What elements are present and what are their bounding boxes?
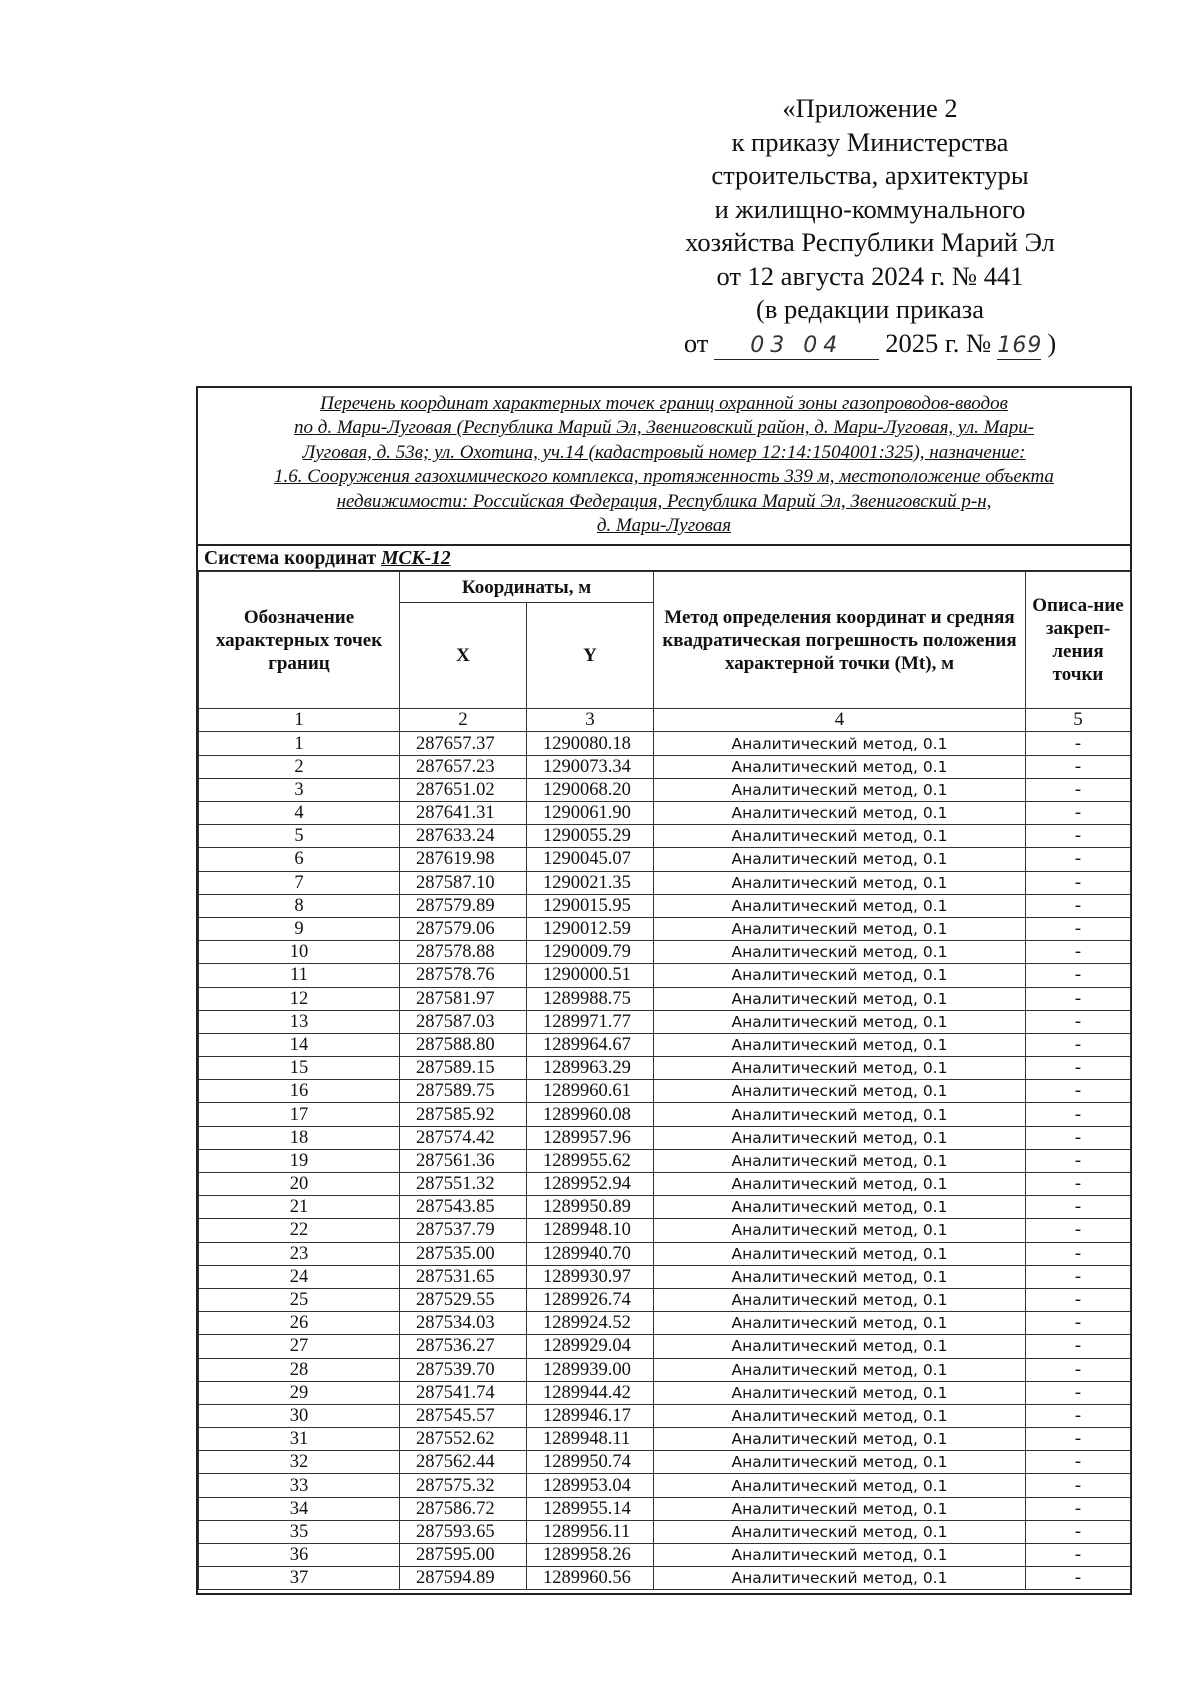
point-number-cell: 21	[199, 1196, 400, 1219]
y-coordinate-cell: 1290015.95	[527, 894, 654, 917]
appendix-line: (в редакции приказа	[756, 294, 984, 324]
point-number-cell: 2	[199, 755, 400, 778]
method-cell: Аналитический метод, 0.1	[654, 1474, 1026, 1497]
table-row	[199, 1126, 1131, 1149]
point-number-cell: 8	[199, 894, 400, 917]
x-coordinate-cell: 287589.15	[400, 1057, 527, 1080]
x-coordinate-cell: 287562.44	[400, 1451, 527, 1474]
point-number-cell: 20	[199, 1173, 400, 1196]
x-coordinate-cell: 287537.79	[400, 1219, 527, 1242]
description-cell: -	[1026, 1196, 1131, 1219]
point-number-cell: 32	[199, 1451, 400, 1474]
point-number-cell: 23	[199, 1242, 400, 1265]
description-cell: -	[1026, 755, 1131, 778]
point-number-cell: 1	[199, 732, 400, 755]
table-title-line: Луговая, д. 53в; ул. Охотина, уч.14 (кадастровый номер 12:14:1504001:325), назначение:	[302, 441, 1026, 463]
point-number-cell: 30	[199, 1404, 400, 1427]
method-cell: Аналитический метод, 0.1	[654, 1080, 1026, 1103]
method-cell: Аналитический метод, 0.1	[654, 1010, 1026, 1033]
description-cell: -	[1026, 964, 1131, 987]
table-row	[199, 732, 1131, 755]
table-row	[199, 1567, 1131, 1590]
description-cell: -	[1026, 1474, 1131, 1497]
method-cell: Аналитический метод, 0.1	[654, 1288, 1026, 1311]
table-row	[199, 941, 1131, 964]
table-row	[199, 1544, 1131, 1567]
point-number-cell: 27	[199, 1335, 400, 1358]
description-cell: -	[1026, 987, 1131, 1010]
table-row	[199, 1404, 1131, 1427]
method-cell: Аналитический метод, 0.1	[654, 1544, 1026, 1567]
description-cell: -	[1026, 1010, 1131, 1033]
point-number-cell: 22	[199, 1219, 400, 1242]
x-coordinate-cell: 287586.72	[400, 1497, 527, 1520]
x-coordinate-cell: 287529.55	[400, 1288, 527, 1311]
point-number-cell: 31	[199, 1428, 400, 1451]
table-row	[199, 825, 1131, 848]
point-number-cell: 3	[199, 778, 400, 801]
x-coordinate-cell: 287641.31	[400, 802, 527, 825]
method-cell: Аналитический метод, 0.1	[654, 848, 1026, 871]
x-coordinate-cell: 287561.36	[400, 1149, 527, 1172]
y-coordinate-cell: 1290012.59	[527, 917, 654, 940]
y-coordinate-cell: 1289939.00	[527, 1358, 654, 1381]
y-coordinate-cell: 1289964.67	[527, 1033, 654, 1056]
appendix-line: и жилищно-коммунального	[714, 193, 1026, 224]
y-coordinate-cell: 1289971.77	[527, 1010, 654, 1033]
description-cell: -	[1026, 1219, 1131, 1242]
description-cell: -	[1026, 917, 1131, 940]
point-number-cell: 26	[199, 1312, 400, 1335]
edition-line	[640, 327, 1100, 361]
coordinate-system-value: МСК-12	[381, 548, 451, 570]
method-cell: Аналитический метод, 0.1	[654, 1404, 1026, 1427]
x-coordinate-cell: 287578.76	[400, 964, 527, 987]
column-number-row	[199, 709, 1131, 732]
y-coordinate-cell: 1289956.11	[527, 1520, 654, 1543]
method-cell: Аналитический метод, 0.1	[654, 941, 1026, 964]
edition-prefix: от	[683, 327, 709, 358]
point-number-cell: 11	[199, 964, 400, 987]
table-row	[199, 1520, 1131, 1543]
table-row	[199, 1428, 1131, 1451]
table-row	[199, 1335, 1131, 1358]
description-cell: -	[1026, 1057, 1131, 1080]
table-row	[199, 1497, 1131, 1520]
method-cell: Аналитический метод, 0.1	[654, 1335, 1026, 1358]
table-title-line: 1.6. Сооружения газохимического комплекса, протяженность 339 м, местоположение объекта	[274, 466, 1054, 488]
table-row	[199, 1196, 1131, 1219]
description-cell: -	[1026, 1103, 1131, 1126]
description-cell: -	[1026, 1080, 1131, 1103]
description-cell: -	[1026, 1544, 1131, 1567]
point-number-cell: 33	[199, 1474, 400, 1497]
table-row	[199, 1242, 1131, 1265]
x-coordinate-cell: 287595.00	[400, 1544, 527, 1567]
point-number-cell: 10	[199, 941, 400, 964]
description-cell: -	[1026, 1265, 1131, 1288]
method-cell: Аналитический метод, 0.1	[654, 825, 1026, 848]
y-coordinate-cell: 1289944.42	[527, 1381, 654, 1404]
y-coordinate-cell: 1289960.56	[527, 1567, 654, 1590]
x-coordinate-cell: 287651.02	[400, 778, 527, 801]
y-coordinate-cell: 1289929.04	[527, 1335, 654, 1358]
point-number-cell: 29	[199, 1381, 400, 1404]
point-number-cell: 7	[199, 871, 400, 894]
table-row	[199, 1010, 1131, 1033]
coordinates-table	[198, 571, 1131, 1590]
method-cell: Аналитический метод, 0.1	[654, 732, 1026, 755]
method-cell: Аналитический метод, 0.1	[654, 1312, 1026, 1335]
y-coordinate-cell: 1289957.96	[527, 1126, 654, 1149]
x-coordinate-cell: 287552.62	[400, 1428, 527, 1451]
description-cell: -	[1026, 941, 1131, 964]
table-row	[199, 1219, 1131, 1242]
point-number-cell: 24	[199, 1265, 400, 1288]
table-title	[198, 388, 1130, 546]
description-cell: -	[1026, 1381, 1131, 1404]
table-row	[199, 1474, 1131, 1497]
point-number-cell: 37	[199, 1567, 400, 1590]
method-cell: Аналитический метод, 0.1	[654, 1033, 1026, 1056]
y-coordinate-cell: 1289953.04	[527, 1474, 654, 1497]
appendix-line: хозяйства Республики Марий Эл	[685, 227, 1055, 257]
y-coordinate-cell: 1289948.11	[527, 1428, 654, 1451]
column-number: 5	[1026, 709, 1131, 732]
method-cell: Аналитический метод, 0.1	[654, 871, 1026, 894]
header-coords: Координаты, м	[400, 572, 654, 603]
table-row	[199, 1103, 1131, 1126]
description-cell: -	[1026, 1126, 1131, 1149]
method-cell: Аналитический метод, 0.1	[654, 987, 1026, 1010]
description-cell: -	[1026, 894, 1131, 917]
y-coordinate-cell: 1289950.74	[527, 1451, 654, 1474]
description-cell: -	[1026, 1404, 1131, 1427]
x-coordinate-cell: 287579.06	[400, 917, 527, 940]
method-cell: Аналитический метод, 0.1	[654, 1242, 1026, 1265]
point-number-cell: 35	[199, 1520, 400, 1543]
description-cell: -	[1026, 1288, 1131, 1311]
y-coordinate-cell: 1290045.07	[527, 848, 654, 871]
x-coordinate-cell: 287589.75	[400, 1080, 527, 1103]
point-number-cell: 18	[199, 1126, 400, 1149]
method-cell: Аналитический метод, 0.1	[654, 755, 1026, 778]
x-coordinate-cell: 287657.37	[400, 732, 527, 755]
handwritten-edition-number: 169	[997, 332, 1043, 358]
point-number-cell: 5	[199, 825, 400, 848]
point-number-cell: 6	[199, 848, 400, 871]
description-cell: -	[1026, 1497, 1131, 1520]
column-number: 4	[654, 709, 1026, 732]
y-coordinate-cell: 1290080.18	[527, 732, 654, 755]
point-number-cell: 9	[199, 917, 400, 940]
y-coordinate-cell: 1290073.34	[527, 755, 654, 778]
table-row	[199, 802, 1131, 825]
point-number-cell: 34	[199, 1497, 400, 1520]
table-row	[199, 1381, 1131, 1404]
y-coordinate-cell: 1289926.74	[527, 1288, 654, 1311]
table-row	[199, 755, 1131, 778]
y-coordinate-cell: 1290068.20	[527, 778, 654, 801]
x-coordinate-cell: 287633.24	[400, 825, 527, 848]
y-coordinate-cell: 1289988.75	[527, 987, 654, 1010]
table-row	[199, 987, 1131, 1010]
x-coordinate-cell: 287585.92	[400, 1103, 527, 1126]
point-number-cell: 4	[199, 802, 400, 825]
x-coordinate-cell: 287575.32	[400, 1474, 527, 1497]
point-number-cell: 15	[199, 1057, 400, 1080]
handwritten-edition-date: 03 04	[714, 333, 879, 360]
description-cell: -	[1026, 1567, 1131, 1590]
x-coordinate-cell: 287541.74	[400, 1381, 527, 1404]
description-cell: -	[1026, 732, 1131, 755]
method-cell: Аналитический метод, 0.1	[654, 917, 1026, 940]
table-row	[199, 894, 1131, 917]
y-coordinate-cell: 1289930.97	[527, 1265, 654, 1288]
table-row	[199, 848, 1131, 871]
x-coordinate-cell: 287543.85	[400, 1196, 527, 1219]
appendix-line: от 12 августа 2024 г. № 441	[716, 260, 1024, 291]
description-cell: -	[1026, 1242, 1131, 1265]
y-coordinate-cell: 1289958.26	[527, 1544, 654, 1567]
table-row	[199, 1057, 1131, 1080]
y-coordinate-cell: 1290055.29	[527, 825, 654, 848]
table-row	[199, 1149, 1131, 1172]
description-cell: -	[1026, 1312, 1131, 1335]
description-cell: -	[1026, 1358, 1131, 1381]
method-cell: Аналитический метод, 0.1	[654, 1149, 1026, 1172]
description-cell: -	[1026, 1033, 1131, 1056]
table-title-line: недвижимости: Российская Федерация, Республика Марий Эл, Звениговский р-н,	[336, 490, 992, 512]
x-coordinate-cell: 287587.03	[400, 1010, 527, 1033]
point-number-cell: 13	[199, 1010, 400, 1033]
method-cell: Аналитический метод, 0.1	[654, 1103, 1026, 1126]
table-row	[199, 1033, 1131, 1056]
x-coordinate-cell: 287539.70	[400, 1358, 527, 1381]
y-coordinate-cell: 1290009.79	[527, 941, 654, 964]
table-row	[199, 1080, 1131, 1103]
method-cell: Аналитический метод, 0.1	[654, 894, 1026, 917]
x-coordinate-cell: 287588.80	[400, 1033, 527, 1056]
description-cell: -	[1026, 1428, 1131, 1451]
description-cell: -	[1026, 802, 1131, 825]
method-cell: Аналитический метод, 0.1	[654, 1428, 1026, 1451]
y-coordinate-cell: 1290061.90	[527, 802, 654, 825]
x-coordinate-cell: 287657.23	[400, 755, 527, 778]
header-description: Описа-ние закреп-ления точки	[1026, 572, 1131, 709]
x-coordinate-cell: 287551.32	[400, 1173, 527, 1196]
point-number-cell: 36	[199, 1544, 400, 1567]
y-coordinate-cell: 1289955.14	[527, 1497, 654, 1520]
point-number-cell: 14	[199, 1033, 400, 1056]
header-method: Метод определения координат и средняя квадратическая погрешность положения характерной точки (Mt), м	[654, 572, 1026, 709]
y-coordinate-cell: 1289963.29	[527, 1057, 654, 1080]
description-cell: -	[1026, 1520, 1131, 1543]
header-y: Y	[527, 603, 654, 709]
coordinates-frame	[196, 386, 1132, 1595]
method-cell: Аналитический метод, 0.1	[654, 1381, 1026, 1404]
method-cell: Аналитический метод, 0.1	[654, 1196, 1026, 1219]
table-title-line: Перечень координат характерных точек границ охранной зоны газопроводов-вводов	[320, 393, 1008, 414]
point-number-cell: 19	[199, 1149, 400, 1172]
description-cell: -	[1026, 1149, 1131, 1172]
coordinates-rows	[199, 732, 1131, 1590]
table-row	[199, 917, 1131, 940]
y-coordinate-cell: 1289940.70	[527, 1242, 654, 1265]
y-coordinate-cell: 1289950.89	[527, 1196, 654, 1219]
description-cell: -	[1026, 825, 1131, 848]
x-coordinate-cell: 287594.89	[400, 1567, 527, 1590]
description-cell: -	[1026, 778, 1131, 801]
method-cell: Аналитический метод, 0.1	[654, 1451, 1026, 1474]
method-cell: Аналитический метод, 0.1	[654, 1126, 1026, 1149]
y-coordinate-cell: 1290000.51	[527, 964, 654, 987]
table-row	[199, 1288, 1131, 1311]
method-cell: Аналитический метод, 0.1	[654, 1520, 1026, 1543]
appendix-line: строительства, архитектуры	[711, 160, 1029, 190]
appendix-line: «Приложение 2	[782, 93, 958, 123]
coordinate-system-label: Система координат	[204, 548, 377, 570]
method-cell: Аналитический метод, 0.1	[654, 964, 1026, 987]
description-cell: -	[1026, 848, 1131, 871]
y-coordinate-cell: 1289948.10	[527, 1219, 654, 1242]
point-number-cell: 12	[199, 987, 400, 1010]
edition-year: 2025 г. №	[885, 327, 992, 358]
table-row	[199, 1358, 1131, 1381]
x-coordinate-cell: 287587.10	[400, 871, 527, 894]
column-number: 2	[400, 709, 527, 732]
y-coordinate-cell: 1289960.08	[527, 1103, 654, 1126]
column-number: 1	[199, 709, 400, 732]
coordinate-system	[198, 546, 1130, 571]
y-coordinate-cell: 1289924.52	[527, 1312, 654, 1335]
x-coordinate-cell: 287531.65	[400, 1265, 527, 1288]
table-row	[199, 778, 1131, 801]
method-cell: Аналитический метод, 0.1	[654, 1497, 1026, 1520]
method-cell: Аналитический метод, 0.1	[654, 802, 1026, 825]
point-number-cell: 28	[199, 1358, 400, 1381]
table-row	[199, 1265, 1131, 1288]
description-cell: -	[1026, 1173, 1131, 1196]
method-cell: Аналитический метод, 0.1	[654, 778, 1026, 801]
y-coordinate-cell: 1289952.94	[527, 1173, 654, 1196]
method-cell: Аналитический метод, 0.1	[654, 1265, 1026, 1288]
method-cell: Аналитический метод, 0.1	[654, 1358, 1026, 1381]
point-number-cell: 16	[199, 1080, 400, 1103]
description-cell: -	[1026, 1451, 1131, 1474]
table-row	[199, 1451, 1131, 1474]
method-cell: Аналитический метод, 0.1	[654, 1219, 1026, 1242]
description-cell: -	[1026, 871, 1131, 894]
header-x: X	[400, 603, 527, 709]
appendix-line: к приказу Министерства	[731, 126, 1009, 157]
y-coordinate-cell: 1289955.62	[527, 1149, 654, 1172]
x-coordinate-cell: 287535.00	[400, 1242, 527, 1265]
appendix-header	[640, 92, 1100, 360]
y-coordinate-cell: 1289946.17	[527, 1404, 654, 1427]
method-cell: Аналитический метод, 0.1	[654, 1567, 1026, 1590]
table-row	[199, 871, 1131, 894]
header-point: Обозначение характерных точек границ	[199, 572, 400, 709]
x-coordinate-cell: 287619.98	[400, 848, 527, 871]
edition-close: )	[1047, 327, 1057, 358]
x-coordinate-cell: 287578.88	[400, 941, 527, 964]
table-row	[199, 964, 1131, 987]
column-number: 3	[527, 709, 654, 732]
x-coordinate-cell: 287593.65	[400, 1520, 527, 1543]
point-number-cell: 25	[199, 1288, 400, 1311]
x-coordinate-cell: 287574.42	[400, 1126, 527, 1149]
x-coordinate-cell: 287581.97	[400, 987, 527, 1010]
table-row	[199, 1173, 1131, 1196]
x-coordinate-cell: 287579.89	[400, 894, 527, 917]
point-number-cell: 17	[199, 1103, 400, 1126]
x-coordinate-cell: 287534.03	[400, 1312, 527, 1335]
x-coordinate-cell: 287536.27	[400, 1335, 527, 1358]
x-coordinate-cell: 287545.57	[400, 1404, 527, 1427]
method-cell: Аналитический метод, 0.1	[654, 1173, 1026, 1196]
y-coordinate-cell: 1290021.35	[527, 871, 654, 894]
table-row	[199, 1312, 1131, 1335]
method-cell: Аналитический метод, 0.1	[654, 1057, 1026, 1080]
table-title-line: д. Мари-Луговая	[596, 515, 732, 537]
y-coordinate-cell: 1289960.61	[527, 1080, 654, 1103]
description-cell: -	[1026, 1335, 1131, 1358]
table-title-line: по д. Мари-Луговая (Республика Марий Эл, Звениговский район, д. Мари-Луговая, ул. Мари-	[293, 417, 1035, 439]
